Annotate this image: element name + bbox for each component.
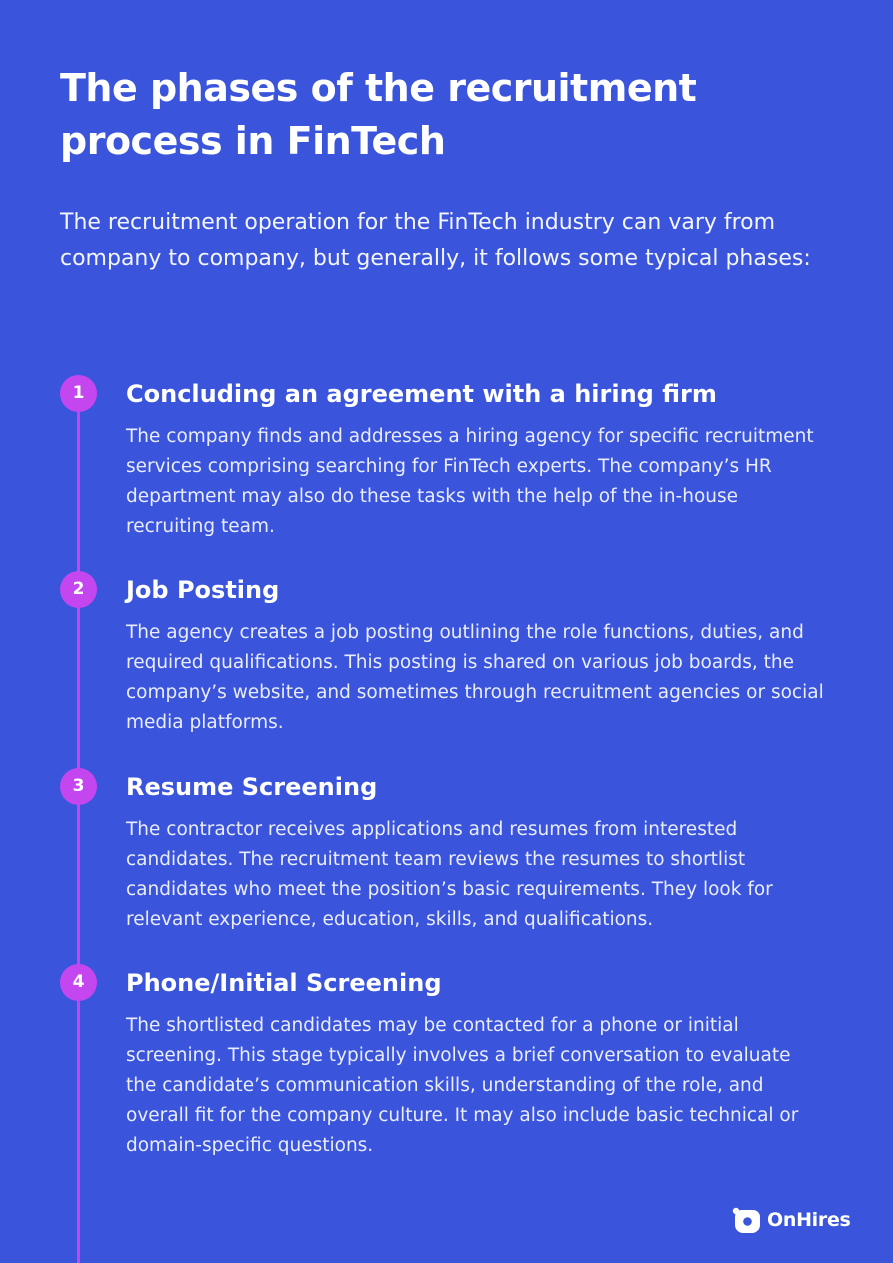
step-number-badge: 1 <box>60 375 97 412</box>
step-number-badge: 2 <box>60 571 97 608</box>
step-title: Job Posting <box>126 576 280 604</box>
intro-paragraph: The recruitment operation for the FinTech industry can vary from company to company, but generally, it follows some typical phases: <box>60 210 811 271</box>
page-title: The phases of the recruitment process in FinTech <box>60 66 697 163</box>
step-title: Resume Screening <box>126 773 378 801</box>
onhires-logo <box>731 1203 851 1237</box>
step-description: The shortlisted candidates may be contacted for a phone or initial screening. This stage typically involves a brief conversation to evaluate the candidate’s communication skills, understanding of the role, and overall fit for the company culture. It may also include basic technical or domain-specific questions. <box>126 1015 799 1156</box>
step-number-badge: 4 <box>60 964 97 1001</box>
step-title: Concluding an agreement with a hiring firm <box>126 380 717 408</box>
logo-wordmark: OnHires <box>767 1209 851 1231</box>
timeline-line <box>77 392 80 1263</box>
step-description: The agency creates a job posting outlining the role functions, duties, and required qualifications. This posting is shared on various job boards, the company’s website, and sometimes through recruitment agencies or social media platforms. <box>126 622 824 733</box>
step-title: Phone/Initial Screening <box>126 969 442 997</box>
step-number-badge: 3 <box>60 768 97 805</box>
onhires-logo-icon <box>731 1205 761 1235</box>
step-description: The company finds and addresses a hiring agency for specific recruitment services comprising searching for FinTech experts. The company’s HR department may also do these tasks with the help of the in-house recruiting team. <box>126 426 814 537</box>
step-description: The contractor receives applications and resumes from interested candidates. The recruitment team reviews the resumes to shortlist candidates who meet the position’s basic requirements. They look for relevant experience, education, skills, and qualifications. <box>126 819 773 930</box>
